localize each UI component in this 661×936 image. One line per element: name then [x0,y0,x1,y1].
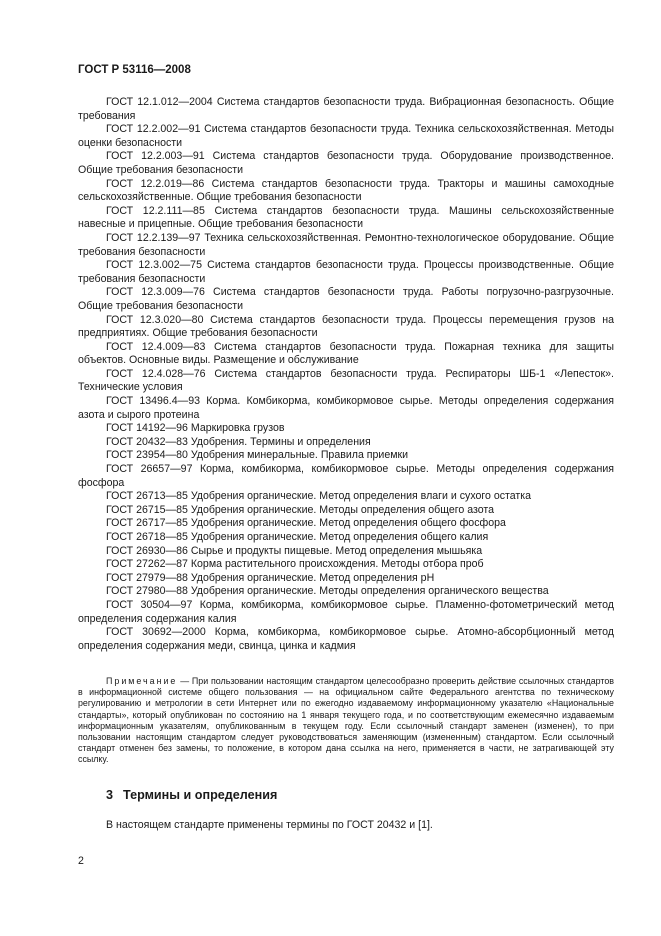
section-number: 3 [106,788,114,802]
reference-item: ГОСТ 12.2.111—85 Система стандартов безопасности труда. Машины сельскохозяйственные навесные и прицепные. Общие требования безопасности [78,204,614,231]
note-text: — При пользовании настоящим стандартом целесообразно проверить действие ссылочных стандартов в информационной системе общего пользования — на официальном сайте Федерального агентства по техническому регулированию и метрологии в сети Интернет или по ежегодно издаваемому информационному указателю «Национальные стандарты», который опубликован по состоянию на 1 января текущего года, и по соответствующим ежемесячно издаваемым информационным указателям, опубликованным в текущем году. Если ссылочный стандарт заменен (изменен), то при пользовании настоящим стандартом следует руководствоваться заменяющим (измененным) стандартом. Если ссылочный стандарт отменен без замены, то положение, в котором дана ссылка на него, применяется в части, не затрагивающей эту ссылку. [78,676,615,765]
reference-item: ГОСТ 12.2.002—91 Система стандартов безопасности труда. Техника сельскохозяйственная. Методы оценки безопасности [78,123,614,149]
reference-item: ГОСТ 12.2.019—86 Система стандартов безопасности труда. Тракторы и машины самоходные сельскохозяйственные. Общие требования безопасности [78,177,614,204]
reference-item: ГОСТ 20432—83 Удобрения. Термины и определения [106,435,371,448]
reference-item: ГОСТ 30504—97 Корма, комбикорма, комбикормовое сырье. Пламенно-фотометрический метод определения содержания калия [78,598,614,625]
reference-item: ГОСТ 12.4.028—76 Система стандартов безопасности труда. Респираторы ШБ-1 «Лепесток». Технические условия [78,367,614,394]
reference-item: ГОСТ 26718—85 Удобрения органические. Метод определения общего калия [106,531,489,543]
reference-item: ГОСТ 27262—87 Корма растительного происхождения. Методы отбора проб [106,558,484,571]
page-number: 2 [78,855,84,867]
reference-item: ГОСТ 27980—88 Удобрения органические. Методы определения органического вещества [106,585,549,598]
reference-item: ГОСТ 26930—86 Сырье и продукты пищевые. Метод определения мышьяка [106,544,483,557]
reference-item: ГОСТ 14192—96 Маркировка грузов [106,422,285,435]
reference-item: ГОСТ 12.1.012—2004 Система стандартов безопасности труда. Вибрационная безопасность. Общие требования [78,96,614,122]
reference-item: ГОСТ 23954—80 Удобрения минеральные. Правила приемки [106,449,409,462]
reference-item: ГОСТ 13496.4—93 Корма. Комбикорма, комбикормовое сырье. Методы определения содержания азота и сырого протеина [78,395,614,421]
reference-item: ГОСТ 12.2.003—91 Система стандартов безопасности труда. Оборудование производственное. Общие требования безопасности [78,150,614,176]
reference-item: ГОСТ 27979—88 Удобрения органические. Метод определения pH [106,571,435,584]
reference-item: ГОСТ 26717—85 Удобрения органические. Метод определения общего фосфора [106,517,506,530]
normative-references-list [78,96,614,653]
reference-item: ГОСТ 26715—85 Удобрения органические. Методы определения общего азота [106,503,495,516]
note-paragraph [78,676,614,766]
section-title: Термины и определения [123,788,278,802]
reference-item: ГОСТ 12.3.002—75 Система стандартов безопасности труда. Процессы производственные. Общие требования безопасности [78,259,614,285]
reference-item: ГОСТ 26657—97 Корма, комбикорма, комбикормовое сырье. Методы определения содержания фосфора [78,463,614,489]
document-header: ГОСТ Р 53116—2008 [78,64,191,76]
reference-item: ГОСТ 26713—85 Удобрения органические. Метод определения влаги и сухого остатка [106,490,532,503]
section-heading [106,788,277,802]
note-label: Примечание [106,676,178,686]
reference-item: ГОСТ 12.2.139—97 Техника сельскохозяйственная. Ремонтно-технологическое оборудование. Общие требования безопасности [78,231,614,258]
reference-item: ГОСТ 30692—2000 Корма, комбикорма, комбикормовое сырье. Атомно-абсорбционный метод определения содержания меди, свинца, цинка и кадмия [78,626,614,652]
section-paragraph: В настоящем стандарте применены термины по ГОСТ 20432 и [1]. [106,819,433,831]
reference-item: ГОСТ 12.3.020—80 Система стандартов безопасности труда. Процессы перемещения грузов на предприятиях. Общие требования безопасности [78,313,614,340]
reference-item: ГОСТ 12.3.009—76 Система стандартов безопасности труда. Работы погрузочно-разгрузочные. Общие требования безопасности [78,286,614,312]
reference-item: ГОСТ 12.4.009—83 Система стандартов безопасности труда. Пожарная техника для защиты объектов. Основные виды. Размещение и обслуживание [78,340,614,367]
